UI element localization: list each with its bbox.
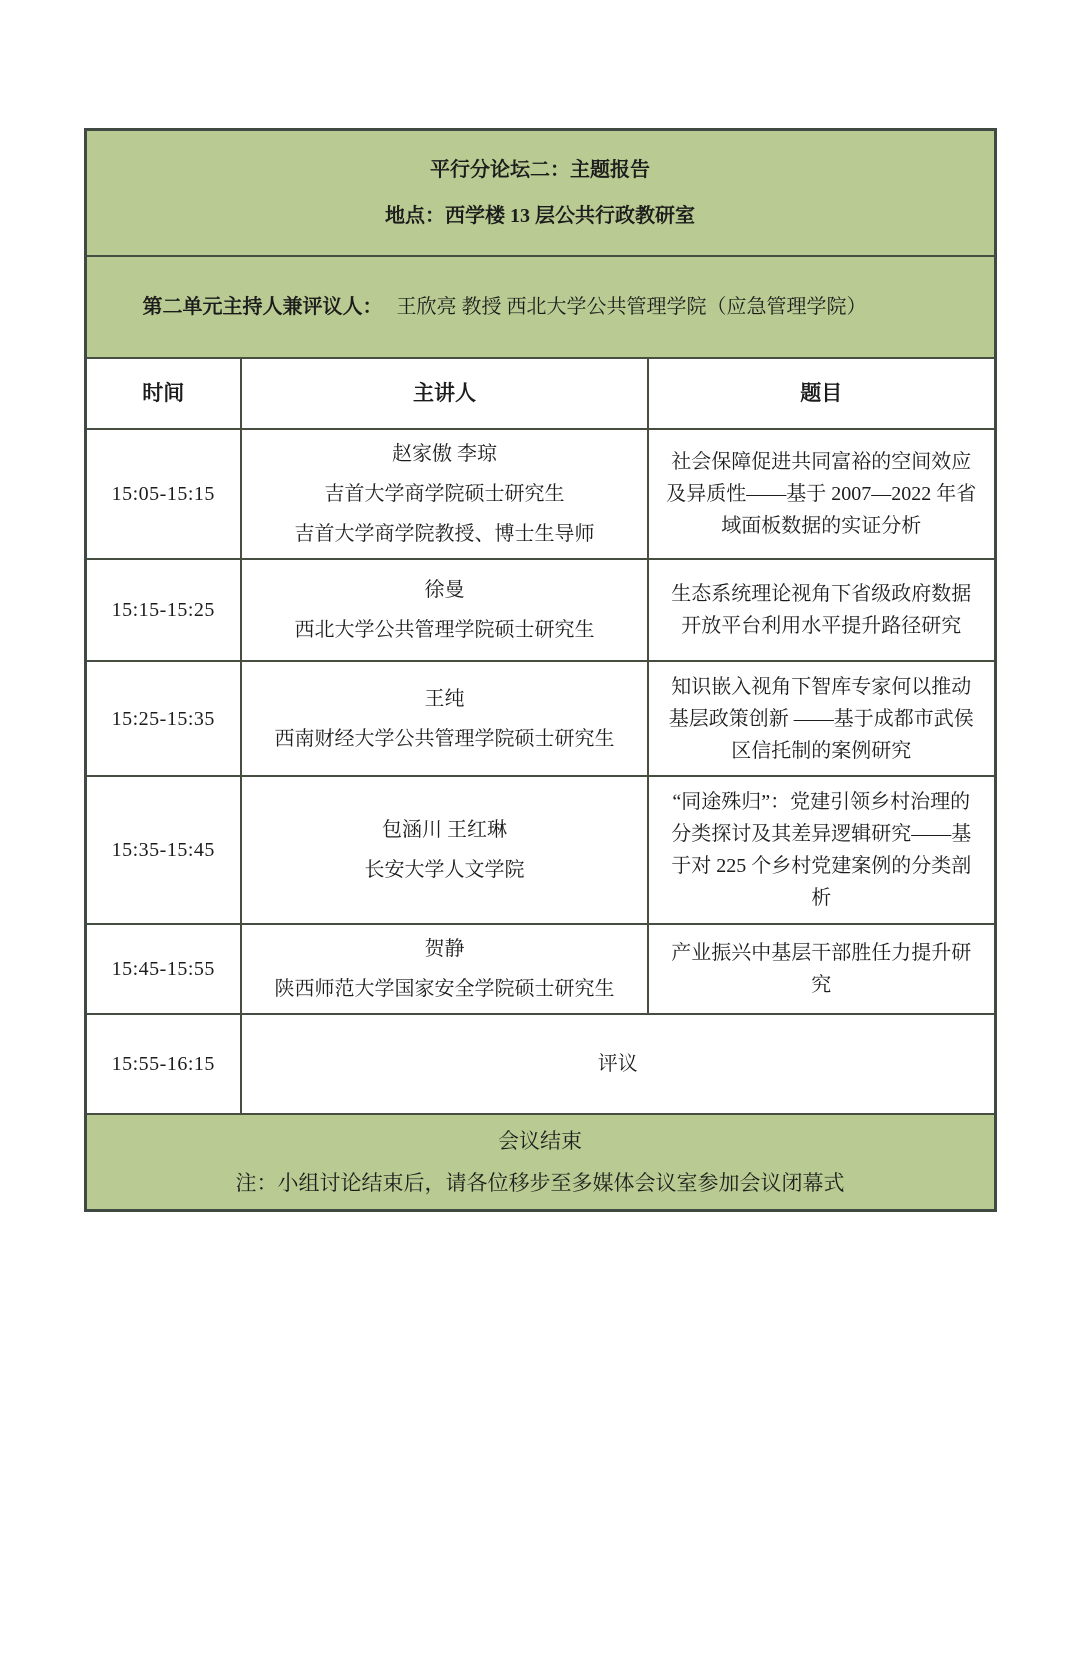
- speaker-cell: [241, 661, 648, 776]
- topic-cell: 社会保障促进共同富裕的空间效应及异质性——基于 2007—2022 年省域面板数据的实证分析: [648, 429, 995, 559]
- review-label: 评议: [241, 1014, 995, 1114]
- speaker-line: 吉首大学商学院硕士研究生: [324, 483, 565, 505]
- speaker-line: 贺静: [424, 938, 465, 960]
- session-row: [85, 776, 995, 924]
- speaker-line: 赵家傲 李琼: [392, 443, 497, 465]
- forum-title: 平行分论坛二：主题报告: [430, 159, 650, 181]
- title-row: [85, 130, 995, 257]
- speaker-line: 陕西师范大学国家安全学院硕士研究生: [274, 978, 615, 1000]
- time-cell: 15:55-16:15: [85, 1014, 241, 1114]
- moderator-value: 王欣亮 教授 西北大学公共管理学院（应急管理学院）: [396, 296, 867, 318]
- time-cell: 15:45-15:55: [85, 924, 241, 1014]
- moderator-cell: [85, 256, 995, 358]
- speaker-line: 王纯: [424, 687, 465, 710]
- column-header-row: [85, 358, 995, 429]
- session-row: [85, 559, 995, 661]
- footer-status: 会议结束: [498, 1129, 582, 1153]
- topic-cell: 产业振兴中基层干部胜任力提升研究: [648, 924, 995, 1014]
- col-header-topic: 题目: [648, 358, 995, 429]
- col-header-time: 时间: [85, 358, 241, 429]
- time-cell: 15:05-15:15: [85, 429, 241, 559]
- time-cell: 15:15-15:25: [85, 559, 241, 661]
- speaker-line: 包涵川 王红琳: [382, 819, 507, 841]
- session-row: [85, 661, 995, 776]
- speaker-line: 吉首大学商学院教授、博士生导师: [294, 523, 595, 545]
- session-row: [85, 924, 995, 1014]
- moderator-label: 第二单元主持人兼评议人：: [142, 296, 383, 318]
- speaker-cell: [241, 559, 648, 661]
- col-header-speaker: 主讲人: [241, 358, 648, 429]
- moderator-row: [85, 256, 995, 358]
- speaker-cell: [241, 924, 648, 1014]
- speaker-cell: [241, 429, 648, 559]
- title-block: [85, 130, 995, 257]
- speaker-line: 徐曼: [424, 579, 465, 601]
- topic-cell: “同途殊归”：党建引领乡村治理的分类探讨及其差异逻辑研究——基于对 225 个乡村党建案例的分类剖析: [648, 776, 995, 924]
- forum-schedule-table: [84, 128, 997, 1212]
- footer-cell: [85, 1114, 995, 1211]
- footer-row: [85, 1114, 995, 1211]
- page: [0, 128, 1080, 1655]
- topic-cell: 知识嵌入视角下智库专家何以推动基层政策创新 ——基于成都市武侯区信托制的案例研究: [648, 661, 995, 776]
- time-cell: 15:25-15:35: [85, 661, 241, 776]
- forum-location: 地点：西学楼 13 层公共行政教研室: [385, 205, 695, 227]
- review-row: [85, 1014, 995, 1114]
- speaker-cell: [241, 776, 648, 924]
- speaker-line: 西南财经大学公共管理学院硕士研究生: [274, 727, 615, 750]
- session-row: [85, 429, 995, 559]
- footer-note: 注：小组讨论结束后，请各位移步至多媒体会议室参加会议闭幕式: [235, 1171, 845, 1195]
- speaker-line: 长安大学人文学院: [364, 859, 525, 881]
- topic-cell: 生态系统理论视角下省级政府数据开放平台利用水平提升路径研究: [648, 559, 995, 661]
- time-cell: 15:35-15:45: [85, 776, 241, 924]
- speaker-line: 西北大学公共管理学院硕士研究生: [294, 619, 595, 641]
